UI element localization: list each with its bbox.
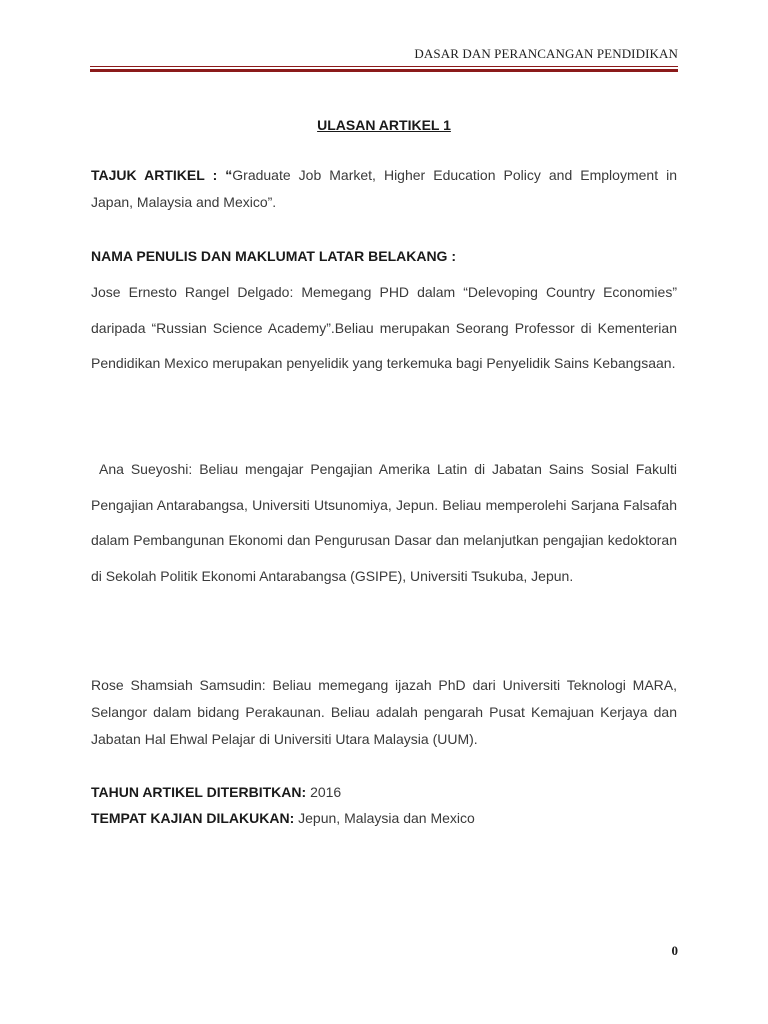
- tahun-label: TAHUN ARTIKEL DITERBITKAN:: [91, 784, 307, 800]
- tempat-kajian: [91, 809, 677, 827]
- article-title: ULASAN ARTIKEL 1: [317, 117, 451, 133]
- header-rule-thick: [90, 69, 678, 72]
- tajuk-value: Graduate Job Market, Higher Education Policy and Employment in Japan, Malaysia and Mexico”.: [91, 167, 677, 210]
- page-number: 0: [671, 943, 678, 958]
- tahun-value: 2016: [310, 784, 342, 800]
- tempat-label: TEMPAT KAJIAN DILAKUKAN:: [91, 810, 295, 826]
- author-paragraph-2: Ana Sueyoshi: Beliau mengajar Pengajian Amerika Latin di Jabatan Sains Sosial Fakulti Pengajian Antarabangsa, Universiti Utsunomiya, Jepun. Beliau memperolehi Sarjana Falsafah dalam Pembangunan Ekonomi dan Pengurusan Dasar dan melanjutkan pengajian kedoktoran di Sekolah Politik Ekonomi Antarabangsa (GSIPE), Universiti Tsukuba, Jepun.: [91, 461, 677, 584]
- header-rule-thin: [90, 66, 678, 67]
- author-paragraph-3: Rose Shamsiah Samsudin: Beliau memegang ijazah PhD dari Universiti Teknologi MARA, Selangor dalam bidang Perakaunan. Beliau adalah pengarah Pusat Kemajuan Kerjaya dan Jabatan Hal Ehwal Pelajar di Universiti Utara Malaysia (UUM).: [91, 677, 677, 747]
- tajuk-label: TAJUK ARTIKEL : “: [91, 167, 233, 183]
- tajuk-artikel: [91, 162, 677, 216]
- header-title: DASAR DAN PERANCANGAN PENDIDIKAN: [414, 46, 678, 61]
- author-paragraph-1: Jose Ernesto Rangel Delgado: Memegang PHD dalam “Delevoping Country Economies” daripada “Russian Science Academy”.Beliau merupakan Seorang Professor di Kementerian Pendidikan Mexico merupakan penyelidik yang terkemuka bagi Penyelidik Sains Kebangsaan.: [91, 284, 677, 371]
- tahun-diterbitkan: [91, 783, 677, 801]
- authors-section-title: NAMA PENULIS DAN MAKLUMAT LATAR BELAKANG :: [91, 248, 456, 264]
- tempat-value: Jepun, Malaysia dan Mexico: [298, 810, 475, 826]
